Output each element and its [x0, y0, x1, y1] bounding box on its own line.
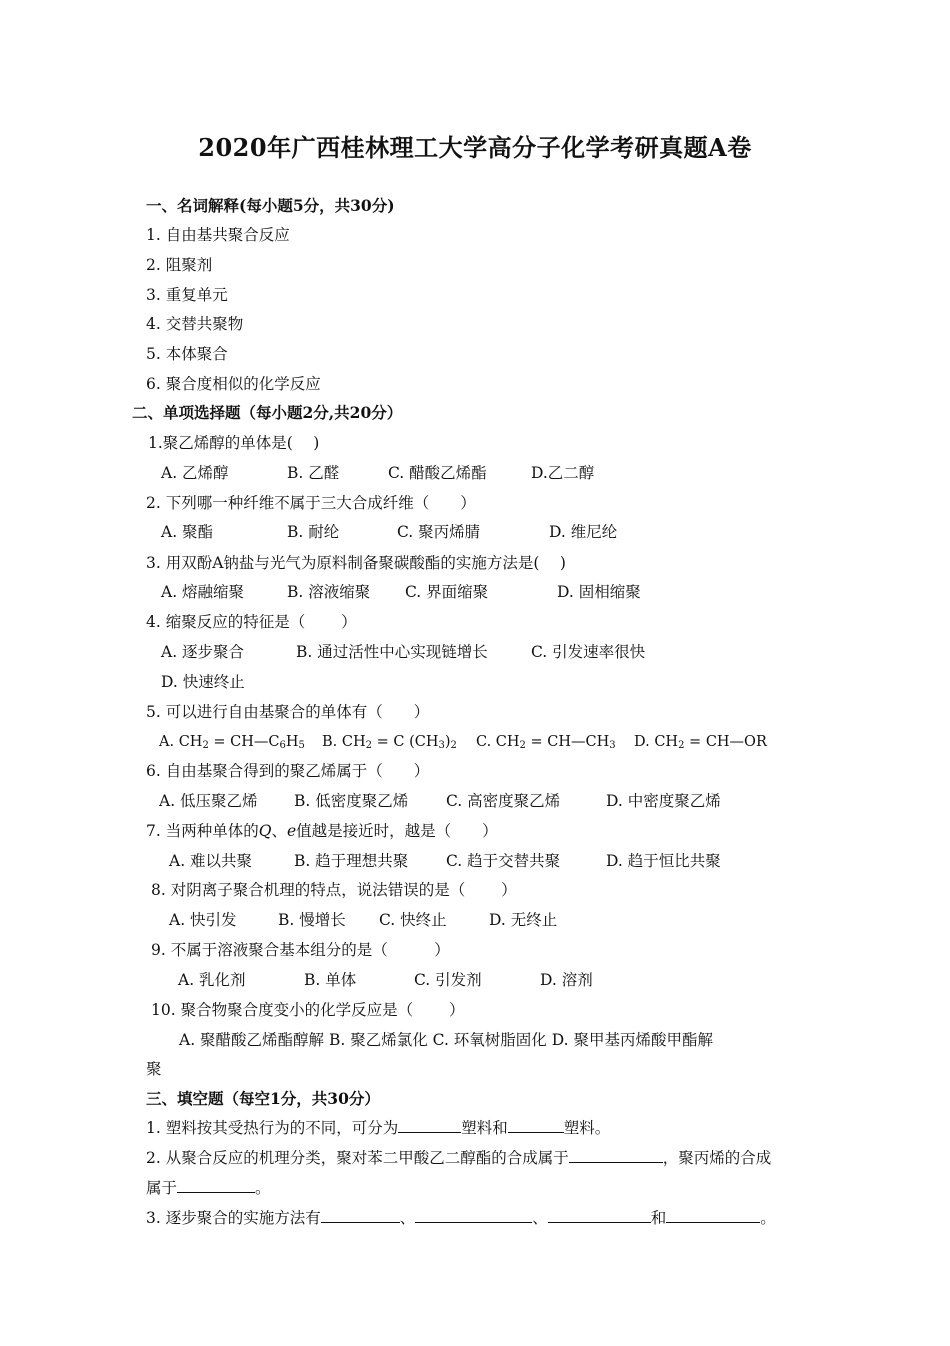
answer-blank[interactable] [177, 1178, 255, 1193]
answer-blank[interactable] [569, 1148, 663, 1163]
option-d: D.乙二醇 [531, 464, 595, 482]
option-b: B. $CH_2 = C$ $(CH_3)_2$ [322, 734, 457, 751]
option-c: C. 引发剂 [414, 971, 482, 989]
question-stem: 9. 不属于溶液聚合基本组分的是（ ） [151, 941, 450, 959]
option-a: A. $CH_2$ = $CH—C_6H_5$ [159, 734, 305, 751]
question-options [0, 582, 950, 602]
list-item: 6. 聚合度相似的化学反应 [146, 375, 321, 393]
question-options [0, 970, 950, 990]
list-item: 4. 交替共聚物 [146, 315, 244, 333]
option-c: C. 引发速率很快 [531, 643, 646, 661]
option-a: A. 乙烯醇 [161, 464, 229, 482]
fill-question: 3. 逐步聚合的实施方法有 、 、 和 。 [146, 1209, 776, 1227]
option-a: A. 乳化剂 [178, 971, 246, 989]
option-d: D. 中密度聚乙烯 [606, 792, 721, 810]
question-options [0, 732, 950, 752]
option-d: D. 溶剂 [540, 971, 593, 989]
question-options-wrap: 聚 [146, 1060, 162, 1078]
answer-blank[interactable] [321, 1208, 400, 1223]
question-stem: 6. 自由基聚合得到的聚乙烯属于（ ） [146, 762, 430, 780]
option-c: C. 趋于交替共聚 [446, 852, 561, 870]
option-c: C. $CH_2$ = $CH—CH_3$ [476, 734, 616, 751]
question-stem: 3. 用双酚A钠盐与光气为原料制备聚碳酸酯的实施方法是( ) [146, 554, 566, 572]
option-b: B. 溶液缩聚 [287, 583, 371, 601]
answer-blank[interactable] [398, 1118, 461, 1133]
option-c: C. 聚丙烯腈 [397, 523, 481, 541]
list-item: 1. 自由基共聚合反应 [146, 226, 290, 244]
option-d: D. 无终止 [489, 911, 558, 929]
fill-question: 2. 从聚合反应的机理分类，聚对苯二甲酸乙二醇酯的合成属于 ，聚丙烯的合成 [146, 1149, 772, 1167]
fill-question: 1. 塑料按其受热行为的不同，可分为 塑料和 塑料。 [146, 1119, 611, 1137]
option-d: D. 维尼纶 [549, 523, 618, 541]
answer-blank[interactable] [415, 1208, 532, 1223]
option-b: B. 乙醛 [287, 464, 340, 482]
option-a: A. 难以共聚 [169, 852, 253, 870]
option-d: D. 快速终止 [161, 673, 245, 691]
option-a: A. 逐步聚合 [161, 643, 245, 661]
option-a: A. 快引发 [169, 911, 237, 929]
option-b: B. 低密度聚乙烯 [294, 792, 409, 810]
list-item: 3. 重复单元 [146, 286, 228, 304]
question-stem: 4. 缩聚反应的特征是（ ） [146, 613, 357, 631]
option-d: D. 趋于恒比共聚 [606, 852, 721, 870]
option-d: D. $CH_2$ = CH—OR [634, 734, 767, 751]
option-b: B. 慢增长 [278, 911, 346, 929]
option-b: B. 耐纶 [287, 523, 340, 541]
question-options [0, 791, 950, 811]
question-stem: 7. 当两种单体的Q、e值越是接近时，越是（ ） [146, 822, 498, 840]
option-b: B. 单体 [304, 971, 357, 989]
option-a: A. 熔融缩聚 [161, 583, 245, 601]
question-options [0, 642, 950, 662]
question-options: A. 聚醋酸乙烯酯醇解 B. 聚乙烯氯化 C. 环氧树脂固化 D. 聚甲基丙烯酸甲酯解 [179, 1031, 713, 1049]
option-c: C. 醋酸乙烯酯 [388, 464, 487, 482]
question-stem: 10. 聚合物聚合度变小的化学反应是（ ） [151, 1001, 465, 1019]
option-b: B. 通过活性中心实现链增长 [296, 643, 488, 661]
section-heading-definitions: 一、名词解释(每小题5分，共30分) [146, 196, 395, 215]
question-options [0, 910, 950, 930]
answer-blank[interactable] [548, 1208, 651, 1223]
answer-blank[interactable] [666, 1208, 760, 1223]
list-item: 5. 本体聚合 [146, 345, 228, 363]
section-heading-multiple-choice: 二、单项选择题（每小题2分,共20分） [132, 403, 403, 422]
question-options [0, 463, 950, 483]
option-c: C. 界面缩聚 [405, 583, 489, 601]
answer-blank[interactable] [508, 1118, 564, 1133]
question-options [0, 851, 950, 871]
question-stem: 8. 对阴离子聚合机理的特点，说法错误的是（ ） [151, 881, 517, 899]
page-title: 2020年广西桂林理工大学高分子化学考研真题A卷 [198, 133, 752, 162]
option-c: C. 快终止 [379, 911, 447, 929]
question-stem: 2. 下列哪一种纤维不属于三大合成纤维（ ） [146, 494, 476, 512]
list-item: 2. 阻聚剂 [146, 256, 213, 274]
option-a: A. 低压聚乙烯 [159, 792, 258, 810]
option-d: D. 固相缩聚 [557, 583, 641, 601]
question-options [0, 522, 950, 542]
option-c: C. 高密度聚乙烯 [446, 792, 561, 810]
option-b: B. 趋于理想共聚 [294, 852, 409, 870]
option-a: A. 聚酯 [161, 523, 214, 541]
question-stem: 1.聚乙烯醇的单体是( ) [148, 434, 320, 452]
fill-question-wrap: 属于 。 [146, 1179, 271, 1197]
section-heading-fill-blank: 三、填空题（每空1分，共30分） [146, 1089, 380, 1108]
question-stem: 5. 可以进行自由基聚合的单体有（ ） [146, 703, 430, 721]
